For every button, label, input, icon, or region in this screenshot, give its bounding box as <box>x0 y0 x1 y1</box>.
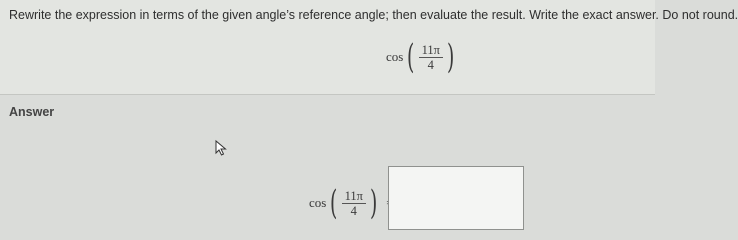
question-prompt: Rewrite the expression in terms of the given angle’s reference angle; then evaluate the result. Write the exact answer. Do not round. <box>9 8 738 22</box>
question-panel <box>0 0 738 94</box>
mouse-pointer-icon <box>215 140 227 156</box>
right-paren: ) <box>446 37 455 77</box>
fraction-denominator: 4 <box>427 57 434 72</box>
function-name: cos <box>386 49 404 64</box>
fraction-numerator: 11π <box>419 43 443 58</box>
section-divider <box>0 94 655 95</box>
function-name: cos <box>309 195 327 210</box>
answer-label: Answer <box>9 105 55 119</box>
fraction-denominator: 4 <box>350 203 357 218</box>
answer-input[interactable] <box>388 166 524 230</box>
fraction-numerator: 11π <box>342 189 366 204</box>
left-paren: ( <box>407 37 415 77</box>
left-paren: ( <box>330 183 338 223</box>
right-paren: ) <box>369 183 378 223</box>
answer-expression <box>309 183 394 223</box>
question-expression <box>386 37 457 77</box>
fraction <box>419 43 443 72</box>
fraction <box>342 189 366 218</box>
